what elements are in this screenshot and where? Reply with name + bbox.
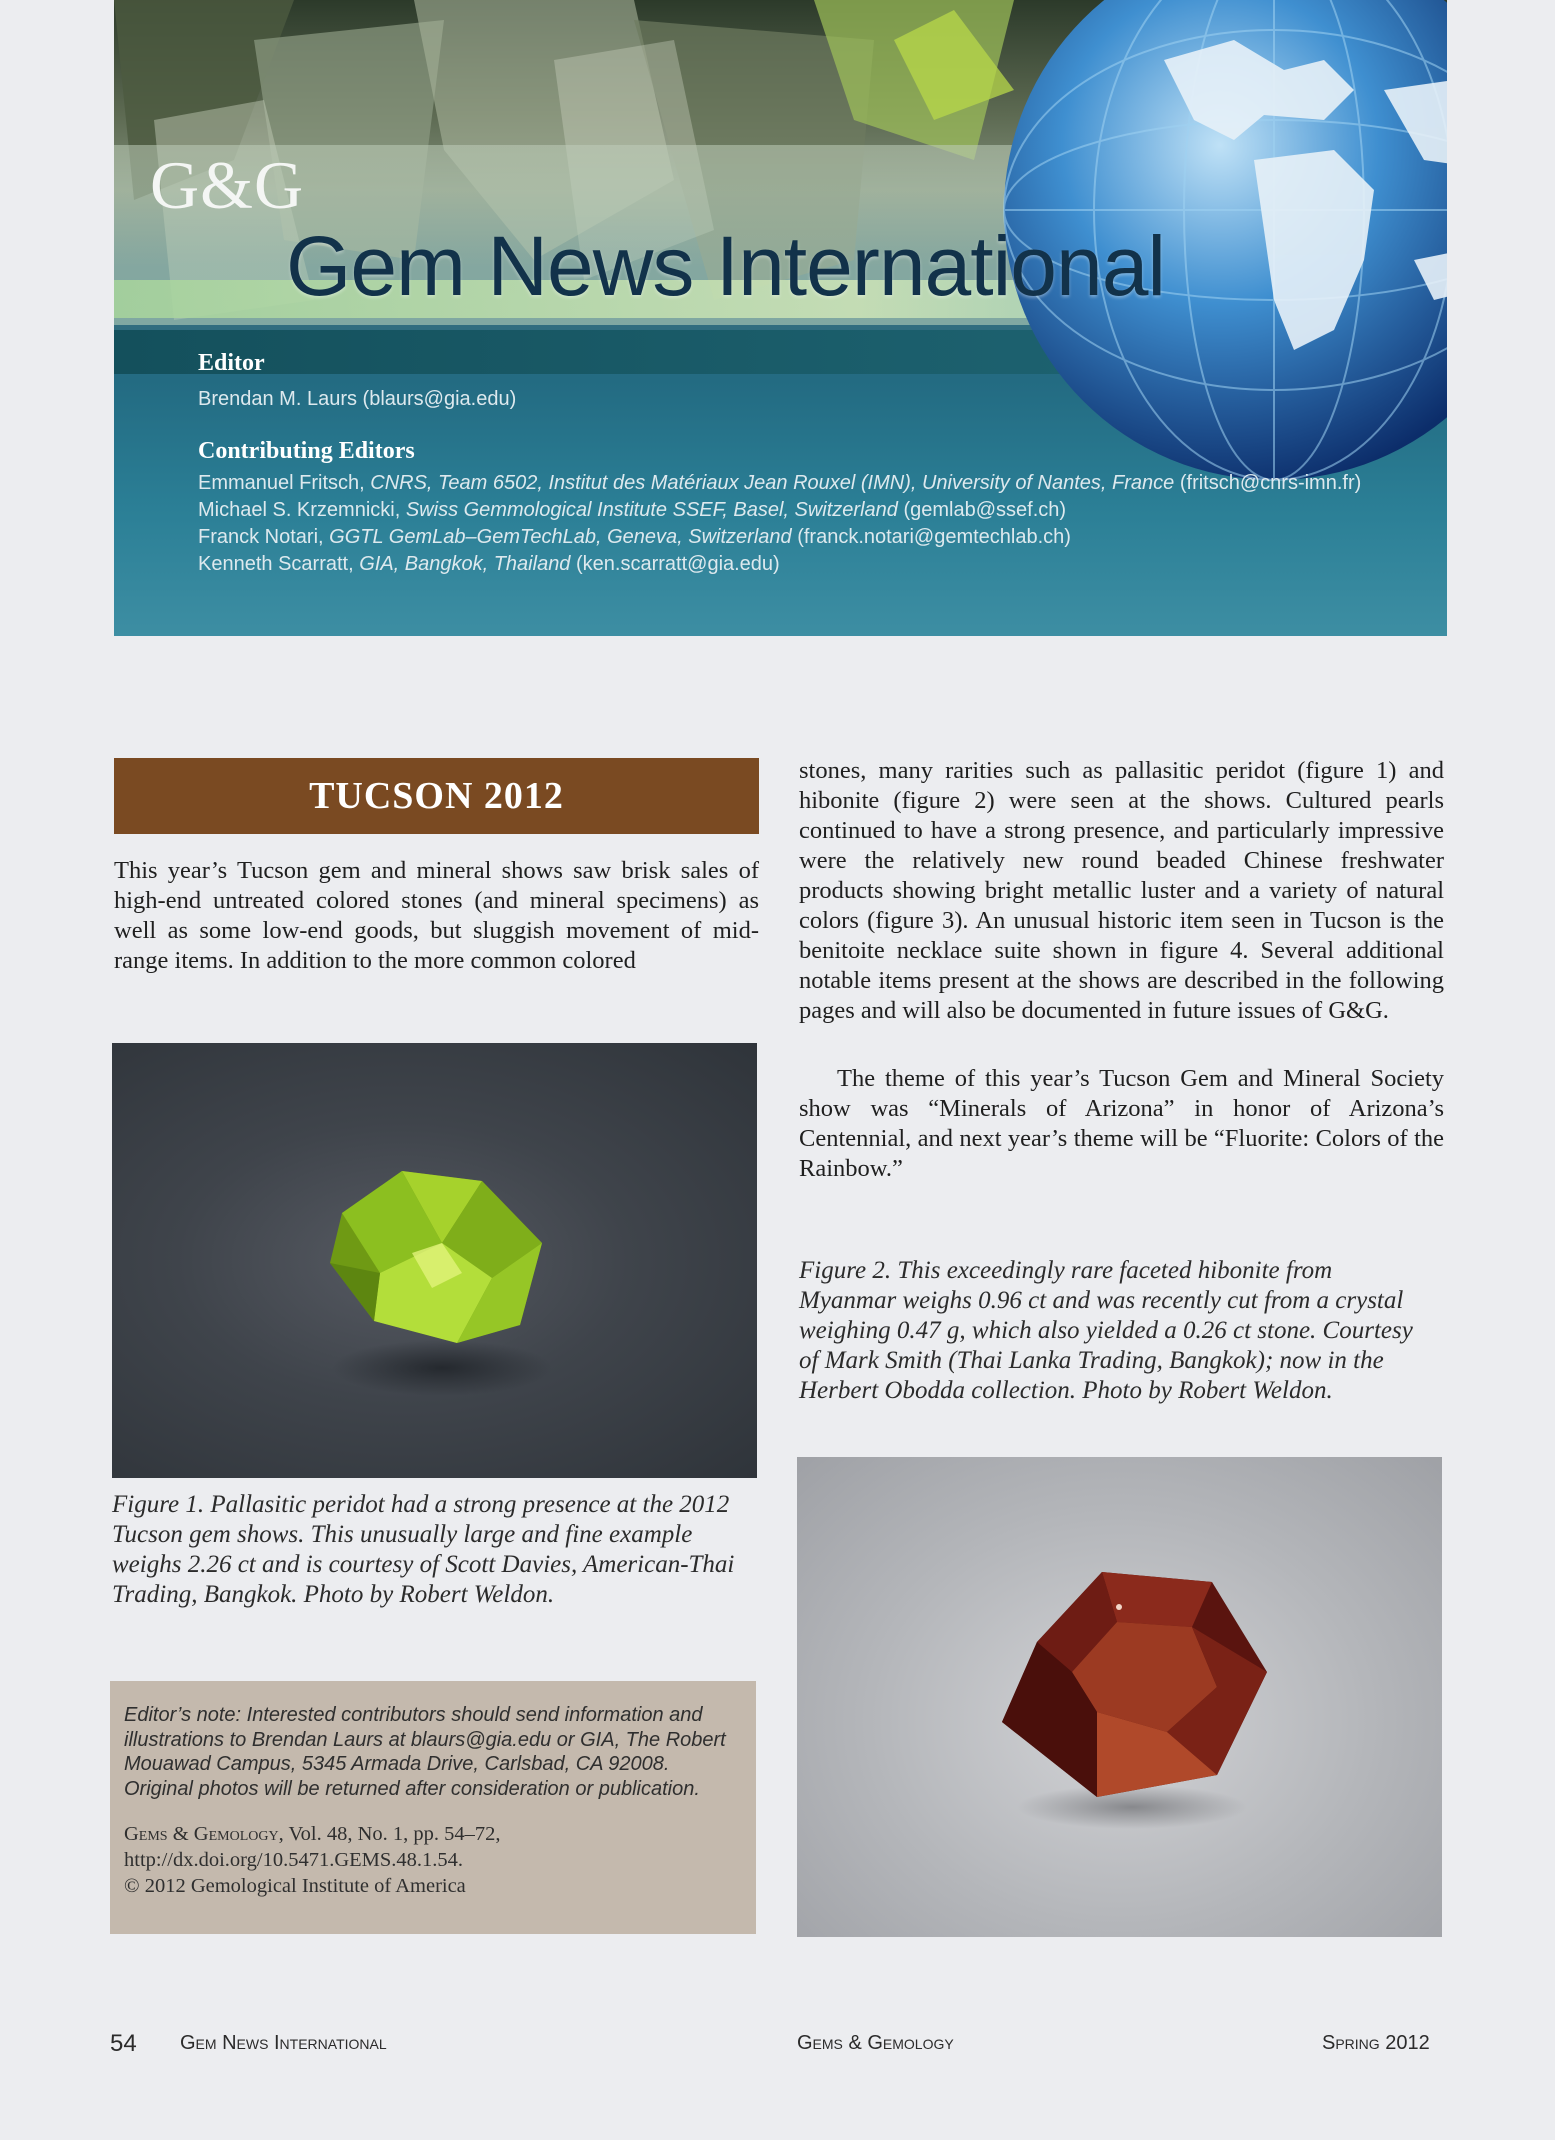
peridot-gem-image — [112, 1043, 757, 1478]
editors-note-text: Editor’s note: Interested contributors should send information and illustrations to Brendan Laurs at blaurs@gia.edu or GIA, The Robert Mouawad Campus, 5345 Armada Drive, Carlsbad, CA 92008. Original photos will be returned after consideration or publication. — [124, 1704, 726, 1800]
citation-copyright: © 2012 Gemological Institute of America — [124, 1875, 466, 1897]
figure2-caption: Figure 2. This exceedingly rare faceted hibonite from Myanmar weighs 0.96 ct and was recently cut from a crystal weighing 0.47 g, which also yielded a 0.26 ct stone. Courtesy of Mark Smith (Thai Lanka Trading, Bangkok); now in the Herbert Obodda collection. Photo by Robert Weldon. — [799, 1257, 1413, 1404]
section-title-banner: Gem News International — [286, 219, 1166, 313]
editor-label: Editor — [198, 350, 265, 376]
footer-journal-name: Gems & Gemology — [797, 2032, 954, 2054]
body-paragraph-1: stones, many rarities such as pallasitic peridot (figure 1) and hibonite (figure 2) were seen at the shows. Cultured pearls continued to have a strong presence, and particularly impressive were the relatively new round beaded Chinese freshwater products showing bright metallic luster and a variety of natural colors (figure 3). An unusual historic item seen in Tucson is the benitoite necklace suite shown in figure 4. Several additional notable items present at the shows are described in the following pages and will also be documented in future issues of G&G. — [799, 757, 1444, 1024]
editors-note-box — [110, 1681, 756, 1934]
body-paragraph-2: The theme of this year’s Tucson Gem and Mineral Society show was “Minerals of Arizona” in honor of Arizona’s Centennial, and next year’s theme will be “Fluorite: Colors of the Rainbow.” — [799, 1065, 1444, 1182]
contributor-line: Michael S. Krzemnicki, Swiss Gemmological Institute SSEF, Basel, Switzerland (gemlab@ssef.ch) — [198, 499, 1067, 521]
contributing-editors-label: Contributing Editors — [198, 438, 415, 464]
citation-volume: Gems & Gemology, Vol. 48, No. 1, pp. 54–72, — [124, 1823, 501, 1845]
gg-logo: G&G — [150, 147, 305, 223]
contributor-line: Franck Notari, GGTL GemLab–GemTechLab, Geneva, Switzerland (franck.notari@gemtechlab.ch) — [198, 526, 1071, 548]
tucson-section-heading: TUCSON 2012 — [114, 758, 759, 834]
footer-section-name: Gem News International — [180, 2032, 387, 2054]
citation-doi[interactable]: http://dx.doi.org/10.5471.GEMS.48.1.54. — [124, 1849, 464, 1871]
citation-block — [124, 1821, 742, 1899]
intro-paragraph: This year’s Tucson gem and mineral shows saw brisk sales of high-end untreated colored stones (and mineral specimens) as well as some low-end goods, but sluggish movement of mid-range items. In addition to the more common colored — [114, 857, 759, 974]
figure2-photo — [797, 1457, 1442, 1937]
hibonite-gem-image — [797, 1457, 1442, 1937]
footer-issue: Spring 2012 — [1322, 2032, 1430, 2054]
contributor-line: Kenneth Scarratt, GIA, Bangkok, Thailand (ken.scarratt@gia.edu) — [198, 553, 780, 575]
page-number: 54 — [110, 2030, 137, 2057]
editor-name: Brendan M. Laurs (blaurs@gia.edu) — [198, 388, 517, 410]
header-banner — [114, 0, 1447, 636]
contributor-line: Emmanuel Fritsch, CNRS, Team 6502, Institut des Matériaux Jean Rouxel (IMN), University of Nantes, France (fritsch@cnrs-imn.fr) — [198, 472, 1362, 494]
figure1-photo — [112, 1043, 757, 1478]
figure1-caption: Figure 1. Pallasitic peridot had a strong presence at the 2012 Tucson gem shows. This unusually large and fine example weighs 2.26 ct and is courtesy of Scott Davies, American-Thai Trading, Bangkok. Photo by Robert Weldon. — [112, 1491, 735, 1608]
